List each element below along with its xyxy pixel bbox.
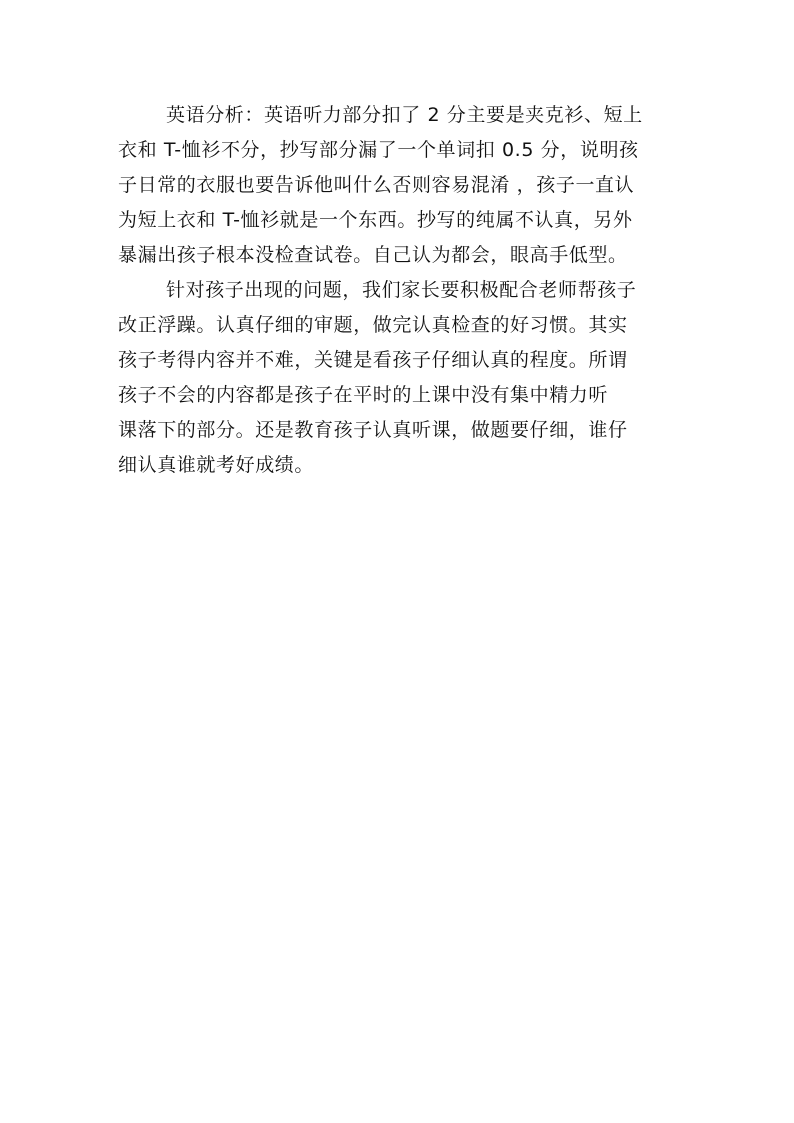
paragraph-line: 细认真谁就考好成绩。 (118, 454, 315, 476)
paragraph-english-analysis (118, 98, 688, 273)
paragraph-line: 暴漏出孩子根本没检查试卷。自己认为都会，眼高手低型。 (118, 244, 628, 266)
paragraph-parent-response (118, 273, 688, 483)
paragraph-line: 改正浮躁。认真仔细的审题，做完认真检查的好习惯。其实 (118, 314, 628, 336)
paragraph-line: 英语分析：英语听力部分扣了 2 分主要是夹克衫、短上 (166, 104, 643, 126)
paragraph-line: 衣和 T-恤衫不分，抄写部分漏了一个单词扣 0.5 分，说明孩 (118, 139, 639, 161)
paragraph-line: 为短上衣和 T-恤衫就是一个东西。抄写的纯属不认真，另外 (118, 209, 633, 231)
paragraph-line: 课落下的部分。还是教育孩子认真听课，做题要仔细，谁仔 (118, 419, 628, 441)
paragraph-line: 孩子考得内容并不难，关键是看孩子仔细认真的程度。所谓 (118, 349, 628, 371)
document-body (118, 98, 688, 483)
paragraph-line: 针对孩子出现的问题，我们家长要积极配合老师帮孩子 (166, 279, 637, 301)
paragraph-line: 子日常的衣服也要告诉他叫什么否则容易混淆 ，孩子一直认 (118, 174, 635, 196)
paragraph-line: 孩子不会的内容都是孩子在平时的上课中没有集中精力听 (118, 384, 609, 406)
